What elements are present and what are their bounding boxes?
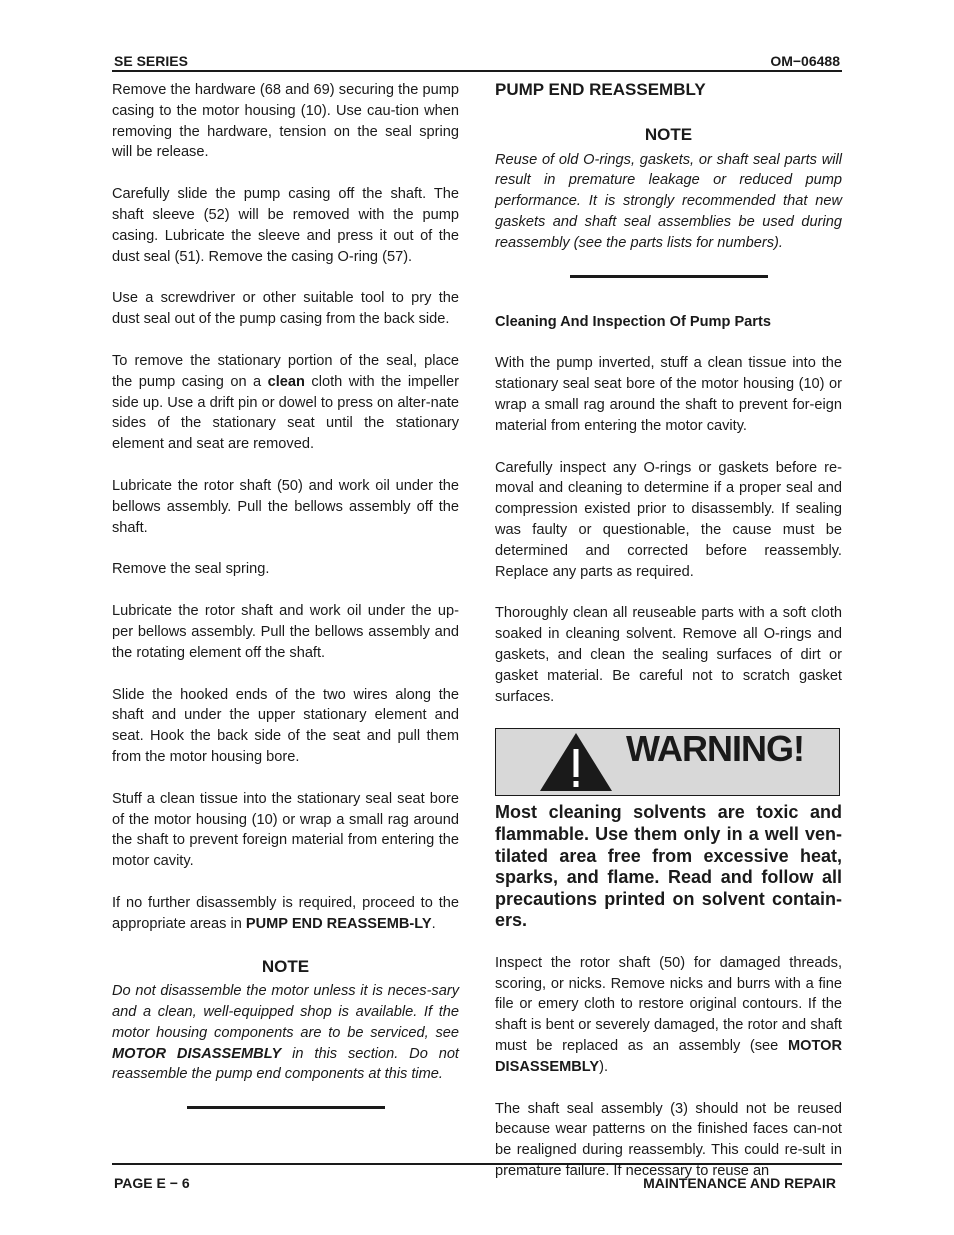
warning-label: WARNING! xyxy=(626,728,804,770)
section-name: MAINTENANCE AND REPAIR xyxy=(643,1175,836,1191)
section-reference: MOTOR DISASSEMBLY xyxy=(112,1045,282,1062)
section-reference: MOTOR DISASSEMBLY xyxy=(495,1038,842,1075)
warning-text: Most cleaning solvents are toxic and flammable. Use them only in a well ven-tilated area free from excessive heat, sparks, and flame. Read and follow all precautions printed on solvent contain-ers. xyxy=(495,802,842,931)
emphasis: clean xyxy=(267,373,305,390)
page-number: PAGE E − 6 xyxy=(114,1175,190,1191)
page-header xyxy=(112,52,842,72)
paragraph: Carefully slide the pump casing off the shaft. The shaft sleeve (52) will be removed with the pump casing. Lubricate the sleeve and press it out of the dust seal (51). Remove the casing O-ring (57). xyxy=(112,186,459,265)
paragraph: Lubricate the rotor shaft (50) and work oil under the bellows assembly. Pull the bellows assembly off the shaft. xyxy=(112,477,459,536)
paragraph: Lubricate the rotor shaft and work oil under the up-per bellows assembly. Pull the bellows assembly and the rotating element off the shaft. xyxy=(112,603,459,661)
note-block xyxy=(112,957,459,1110)
paragraph: If no further disassembly is required, proceed to the appropriate areas in PUMP END REASSEMB-LY. xyxy=(112,894,459,932)
paragraph: Remove the hardware (68 and 69) securing the pump casing to the motor housing (10). Use cau-tion when removing the hardware, tension on the seal spring will be release. xyxy=(112,82,459,161)
note-text: Reuse of old O-rings, gaskets, or shaft seal parts will result in premature leakage or reduced pump performance. It is strongly recommended that new gaskets and shaft seal assemblies be used during reassembly (see the parts lists for numbers). xyxy=(495,151,842,251)
paragraph: Slide the hooked ends of the two wires along the shaft and under the upper stationary element and seat. Hook the back side of the seat and pull them from the motor housing bore. xyxy=(112,686,459,765)
note-end-rule xyxy=(187,1106,385,1109)
subsection-heading: Cleaning And Inspection Of Pump Parts xyxy=(495,313,771,330)
note-end-rule xyxy=(570,275,768,278)
note-text: Do not disassemble the motor unless it is neces-sary and a clean, well-equipped shop is available. If the motor housing components are to be serviced, see MOTOR DISASSEMBLY in this section. Do not reassemble the pump end components at this time. xyxy=(112,983,459,1083)
warning-banner xyxy=(495,728,840,796)
section-reference: PUMP END REASSEMB-LY xyxy=(245,915,432,932)
paragraph: Thoroughly clean all reuseable parts with a soft cloth soaked in cleaning solvent. Remove all O-rings and gaskets, and clean the sealing surfaces of dirt or gasket material. Be careful not to scratch gasket surfaces. xyxy=(495,605,842,705)
note-block xyxy=(495,125,842,278)
note-title: NOTE xyxy=(644,124,693,144)
paragraph: Inspect the rotor shaft (50) for damaged threads, scoring, or nicks. Remove nicks and burrs with a fine file or emery cloth to restore original contours. If the shaft is bent or severely damaged, the rotor and shaft must be replaced as an assembly (see MOTOR DISASSEMBLY). xyxy=(495,954,842,1075)
page-footer xyxy=(112,1163,842,1191)
paragraph: Use a screwdriver or other suitable tool to pry the dust seal out of the pump casing from the back side. xyxy=(112,290,459,328)
paragraph: To remove the stationary portion of the seal, place the pump casing on a clean cloth with the impeller side up. Use a drift pin or dowel to press on alter-nate sides of the stationary seat until the stationary element and seat are removed. xyxy=(112,352,459,453)
paragraph: The shaft seal assembly (3) should not be reused because wear patterns on the finished faces can-not be realigned during reassembly. This could re-sult in premature failure. If necessary to reuse an xyxy=(495,1100,842,1180)
paragraph: Remove the seal spring. xyxy=(112,561,270,578)
paragraph: Carefully inspect any O-rings or gaskets before re-moval and cleaning to determine if a proper seal and compression existed prior to disassembly. If sealing was faulty or questionable, the cause must be determined and corrected before reassembly. Replace any parts as required. xyxy=(495,459,842,580)
document-number: OM−06488 xyxy=(770,53,840,69)
right-column xyxy=(495,80,842,1203)
left-column xyxy=(112,80,459,1109)
paragraph: Stuff a clean tissue into the stationary seal seat bore of the motor housing (10) or wrap a small rag around the shaft to prevent foreign material from entering the motor cavity. xyxy=(112,790,459,870)
section-heading: PUMP END REASSEMBLY xyxy=(495,80,706,99)
note-title: NOTE xyxy=(261,956,310,976)
warning-triangle-icon xyxy=(538,731,614,793)
paragraph: With the pump inverted, stuff a clean tissue into the stationary seal seat bore of the motor housing (10) or wrap a small rag around the shaft to prevent for-eign material from entering the motor cavity. xyxy=(495,355,842,434)
series-title: SE SERIES xyxy=(114,53,188,69)
